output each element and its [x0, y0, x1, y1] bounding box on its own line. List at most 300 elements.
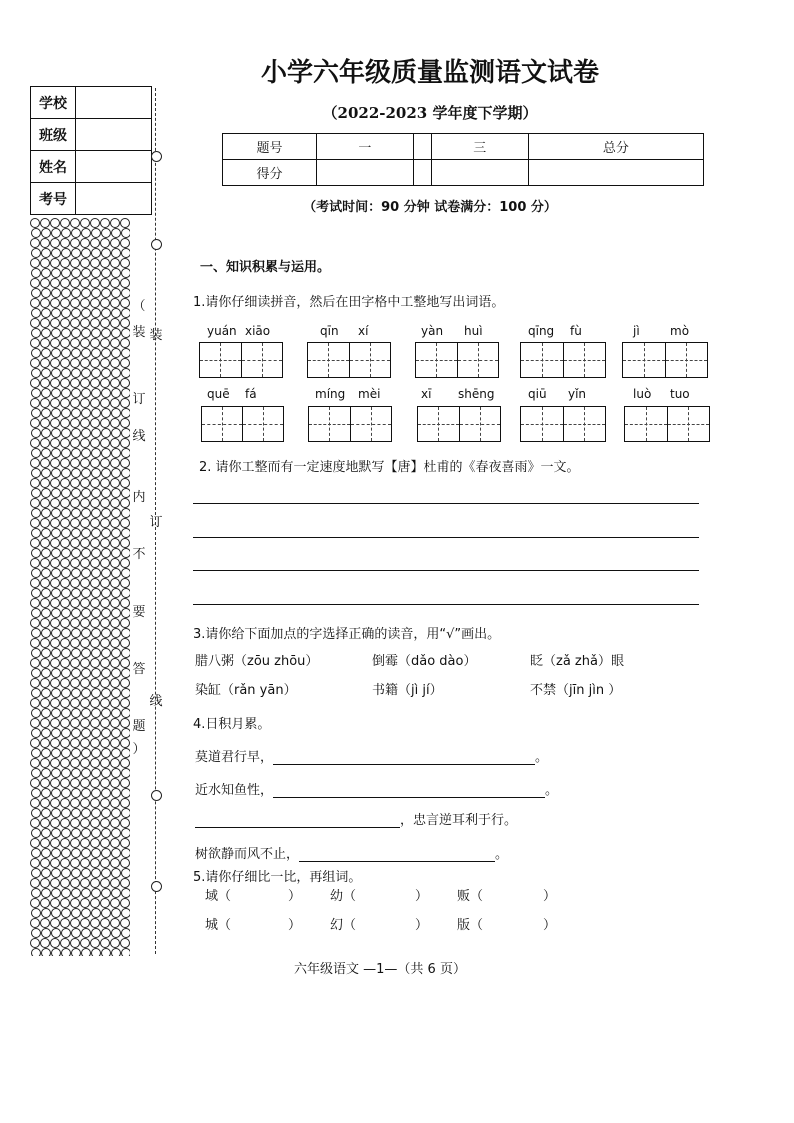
- answer-bubble: [61, 228, 71, 238]
- answer-bubble: [40, 318, 50, 328]
- answer-bubble: [110, 698, 120, 708]
- answer-bubble: [40, 438, 50, 448]
- score-input-cell[interactable]: [431, 160, 528, 186]
- pinyin: huì: [464, 324, 483, 338]
- word-compare-item[interactable]: ）: [415, 889, 429, 904]
- answer-bubble: [110, 818, 120, 828]
- answer-bubble: [90, 878, 100, 888]
- answer-bubble: [100, 938, 110, 948]
- score-header-cell: [413, 134, 431, 160]
- answer-bubble: [90, 938, 100, 948]
- answer-bubble: [60, 358, 70, 368]
- answer-bubble: [31, 808, 41, 818]
- blank-line[interactable]: [195, 827, 400, 828]
- score-header-cell: 总分: [528, 134, 703, 160]
- binding-char: 要: [132, 605, 146, 620]
- answer-bubble: [120, 638, 130, 648]
- answer-bubble: [30, 498, 40, 508]
- answer-bubble: [90, 258, 100, 268]
- answer-bubble: [80, 798, 90, 808]
- answer-bubble: [70, 818, 80, 828]
- answer-bubble: [50, 798, 60, 808]
- pinyin: mò: [670, 324, 690, 338]
- poem-line: [195, 809, 517, 828]
- answer-bubble: [121, 588, 130, 598]
- word-compare-item[interactable]: ）: [288, 918, 302, 933]
- answer-bubble: [111, 708, 121, 718]
- answer-bubble: [60, 778, 70, 788]
- answer-bubble: [101, 948, 111, 956]
- answer-bubble: [91, 728, 101, 738]
- answer-bubble: [60, 718, 70, 728]
- answer-bubble: [50, 398, 60, 408]
- answer-bubble: [31, 888, 41, 898]
- word-compare-item[interactable]: ）: [288, 889, 302, 904]
- page-footer: 六年级语文 —1—（共 6 页）: [294, 962, 466, 977]
- answer-bubble: [81, 568, 91, 578]
- answer-bubble: [60, 478, 70, 488]
- answer-bubble: [31, 788, 41, 798]
- pinyin: fá: [245, 387, 257, 401]
- answer-bubble: [81, 808, 91, 818]
- answer-bubble: [100, 258, 110, 268]
- word-compare-item[interactable]: ）: [543, 889, 557, 904]
- answer-bubble: [40, 258, 50, 268]
- answer-bubble: [30, 858, 40, 868]
- answer-bubble: [121, 868, 130, 878]
- answer-bubble: [51, 848, 61, 858]
- answer-bubble: [91, 548, 101, 558]
- pinyin: qiū: [528, 387, 547, 401]
- answer-bubble: [51, 728, 61, 738]
- tianzige-box[interactable]: [624, 406, 710, 442]
- answer-bubble: [61, 648, 71, 658]
- answer-bubble: [110, 258, 120, 268]
- answer-bubble: [51, 428, 61, 438]
- pronunciation-item[interactable]: 眨（zǎ zhǎ）眼: [530, 654, 624, 669]
- blank-line[interactable]: [299, 861, 495, 862]
- answer-bubble: [81, 908, 91, 918]
- answer-bubble: [70, 278, 80, 288]
- answer-bubble: [100, 518, 110, 528]
- answer-bubble: [50, 338, 60, 348]
- answer-bubble: [51, 348, 61, 358]
- answer-bubble: [71, 828, 81, 838]
- writing-line[interactable]: [193, 570, 699, 571]
- answer-bubble: [101, 248, 111, 258]
- tianzige-box[interactable]: [520, 406, 606, 442]
- answer-bubble: [111, 688, 121, 698]
- answer-bubble: [71, 668, 81, 678]
- answer-bubble: [121, 528, 130, 538]
- answer-bubble: [71, 728, 81, 738]
- answer-bubble: [120, 318, 130, 328]
- answer-bubble: [90, 398, 100, 408]
- answer-bubble: [111, 248, 121, 258]
- answer-bubble: [90, 498, 100, 508]
- word-compare-item[interactable]: ）: [415, 918, 429, 933]
- word-compare-item: 贩（: [457, 889, 484, 904]
- answer-bubble: [120, 598, 130, 608]
- answer-bubble: [120, 338, 130, 348]
- answer-bubble: [121, 948, 130, 956]
- answer-bubble: [70, 578, 80, 588]
- answer-bubble: [121, 788, 130, 798]
- answer-bubble: [30, 378, 40, 388]
- answer-bubble: [70, 738, 80, 748]
- answer-bubble: [91, 568, 101, 578]
- answer-bubble: [71, 428, 81, 438]
- answer-bubble: [81, 928, 91, 938]
- answer-bubble: [120, 698, 130, 708]
- answer-bubble: [30, 278, 40, 288]
- answer-bubble: [41, 688, 51, 698]
- answer-bubble: [71, 268, 81, 278]
- answer-bubble: [111, 528, 121, 538]
- answer-bubble: [80, 518, 90, 528]
- answer-bubble: [71, 708, 81, 718]
- answer-bubble: [110, 338, 120, 348]
- pinyin: mèi: [358, 387, 381, 401]
- answer-bubble: [101, 668, 111, 678]
- poem-text: 树欲静而风不止，: [195, 847, 300, 862]
- answer-bubble: [31, 248, 41, 258]
- answer-bubble: [70, 558, 80, 568]
- answer-bubble: [60, 758, 70, 768]
- answer-bubble: [120, 818, 130, 828]
- answer-bubble: [120, 798, 130, 808]
- answer-bubble: [101, 688, 111, 698]
- answer-bubble: [61, 248, 71, 258]
- answer-bubble: [81, 708, 91, 718]
- answer-bubble: [50, 658, 60, 668]
- tianzige-box[interactable]: [308, 406, 392, 442]
- answer-bubble: [120, 578, 130, 588]
- answer-bubble: [101, 508, 111, 518]
- answer-bubble: [121, 848, 130, 858]
- answer-bubble: [60, 378, 70, 388]
- answer-bubble: [110, 778, 120, 788]
- pronunciation-item[interactable]: 腊八粥（zōu zhōu）: [195, 654, 319, 669]
- blank-line[interactable]: [273, 764, 535, 765]
- answer-bubble: [80, 678, 90, 688]
- answer-bubble: [81, 868, 91, 878]
- answer-bubble: [60, 438, 70, 448]
- answer-bubble: [70, 758, 80, 768]
- answer-bubble: [101, 788, 111, 798]
- writing-line[interactable]: [193, 537, 699, 538]
- answer-bubble: [60, 658, 70, 668]
- answer-bubble: [41, 888, 51, 898]
- exam-info: （考试时间：90 分钟 试卷满分：100 分）: [303, 200, 557, 215]
- binding-char: 线: [132, 429, 146, 444]
- answer-bubble: [100, 498, 110, 508]
- answer-bubble: [60, 678, 70, 688]
- answer-bubble: [40, 898, 50, 908]
- answer-bubble: [71, 908, 81, 918]
- pinyin: míng: [315, 387, 346, 401]
- answer-bubble: [91, 888, 101, 898]
- answer-bubble: [90, 678, 100, 688]
- answer-bubble: [50, 478, 60, 488]
- answer-bubble: [100, 898, 110, 908]
- answer-bubble: [70, 618, 80, 628]
- answer-bubble: [120, 418, 130, 428]
- answer-bubble: [50, 898, 60, 908]
- answer-bubble: [80, 418, 90, 428]
- answer-bubble: [50, 278, 60, 288]
- answer-bubble: [110, 218, 120, 228]
- answer-bubble: [50, 458, 60, 468]
- answer-bubble: [80, 278, 90, 288]
- answer-bubble: [101, 348, 111, 358]
- answer-bubble: [91, 488, 101, 498]
- answer-bubble: [60, 598, 70, 608]
- answer-bubble: [81, 728, 91, 738]
- poem-text: ，忠言逆耳利于行。: [400, 813, 518, 828]
- answer-bubble: [71, 848, 81, 858]
- answer-bubble: [101, 608, 111, 618]
- answer-bubble: [40, 658, 50, 668]
- pronunciation-item[interactable]: 书籍（jì jí）: [372, 683, 443, 698]
- answer-bubble: [70, 878, 80, 888]
- answer-bubble: [81, 288, 91, 298]
- answer-bubble: [110, 618, 120, 628]
- answer-bubble: [50, 378, 60, 388]
- answer-bubble: [71, 888, 81, 898]
- answer-bubble: [111, 828, 121, 838]
- answer-bubble: [101, 548, 111, 558]
- answer-bubble: [41, 488, 51, 498]
- answer-bubble: [61, 508, 71, 518]
- answer-bubble: [120, 658, 130, 668]
- name-field[interactable]: [76, 151, 151, 182]
- answer-bubble: [110, 758, 120, 768]
- poem-line: [195, 843, 508, 862]
- answer-bubble: [50, 298, 60, 308]
- answer-bubble: [40, 938, 50, 948]
- answer-bubble: [91, 708, 101, 718]
- answer-bubble: [90, 518, 100, 528]
- answer-bubble: [80, 838, 90, 848]
- class-field[interactable]: [76, 119, 151, 150]
- tianzige-box[interactable]: [417, 406, 501, 442]
- answer-bubble: [60, 618, 70, 628]
- answer-bubble: [81, 628, 91, 638]
- answer-bubble: [70, 398, 80, 408]
- answer-bubble: [90, 558, 100, 568]
- word-compare-item[interactable]: ）: [543, 918, 557, 933]
- answer-bubble: [71, 348, 81, 358]
- answer-bubble: [101, 928, 111, 938]
- answer-bubble: [40, 878, 50, 888]
- blank-line[interactable]: [273, 797, 545, 798]
- answer-bubble: [100, 218, 110, 228]
- answer-bubble: [100, 358, 110, 368]
- answer-bubble: [31, 268, 41, 278]
- answer-bubble: [110, 738, 120, 748]
- answer-bubble: [90, 618, 100, 628]
- answer-bubble: [111, 768, 121, 778]
- answer-bubble: [91, 648, 101, 658]
- answer-bubble: [51, 888, 61, 898]
- answer-bubble: [90, 218, 100, 228]
- answer-bubble: [50, 818, 60, 828]
- answer-bubble: [91, 688, 101, 698]
- tianzige-box[interactable]: [415, 342, 499, 378]
- tianzige-box[interactable]: [520, 342, 606, 378]
- answer-bubble: [81, 608, 91, 618]
- pronunciation-item[interactable]: 染缸（rǎn yān）: [195, 683, 297, 698]
- answer-bubble: [90, 658, 100, 668]
- answer-bubble: [41, 408, 51, 418]
- answer-bubble: [71, 228, 81, 238]
- answer-bubble: [90, 758, 100, 768]
- answer-bubble: [111, 908, 121, 918]
- pinyin: yàn: [421, 324, 444, 338]
- pronunciation-item[interactable]: 不禁（jīn jìn ）: [530, 683, 622, 698]
- answer-bubble: [50, 318, 60, 328]
- answer-bubble: [51, 708, 61, 718]
- pinyin: qīng: [528, 324, 555, 338]
- answer-bubble: [61, 548, 71, 558]
- answer-bubble: [30, 418, 40, 428]
- answer-bubble: [120, 498, 130, 508]
- answer-bubble: [60, 878, 70, 888]
- answer-bubble: [101, 328, 111, 338]
- answer-bubble: [80, 318, 90, 328]
- answer-bubble: [51, 268, 61, 278]
- answer-bubble: [71, 608, 81, 618]
- answer-bubble: [50, 618, 60, 628]
- answer-bubble: [60, 558, 70, 568]
- answer-bubble: [91, 288, 101, 298]
- answer-bubble: [41, 248, 51, 258]
- answer-bubble: [30, 818, 40, 828]
- score-input-cell[interactable]: [413, 160, 431, 186]
- answer-bubble: [90, 598, 100, 608]
- answer-bubble: [61, 448, 71, 458]
- answer-bubble: [101, 368, 111, 378]
- answer-bubble: [111, 948, 121, 956]
- tianzige-box[interactable]: [307, 342, 391, 378]
- answer-bubble: [120, 358, 130, 368]
- answer-bubble: [50, 878, 60, 888]
- answer-bubble: [40, 718, 50, 728]
- word-compare-item: 城（: [205, 918, 232, 933]
- answer-bubble: [41, 588, 51, 598]
- answer-bubble: [50, 358, 60, 368]
- answer-bubble: [70, 218, 80, 228]
- score-input-cell[interactable]: [317, 160, 414, 186]
- answer-bubble: [100, 658, 110, 668]
- answer-bubble: [30, 598, 40, 608]
- answer-bubble: [30, 618, 40, 628]
- answer-bubble: [60, 398, 70, 408]
- answer-bubble: [70, 338, 80, 348]
- pronunciation-item[interactable]: 倒霉（dǎo dào）: [372, 654, 477, 669]
- answer-bubble: [110, 938, 120, 948]
- answer-bubble: [70, 258, 80, 268]
- answer-bubble: [81, 408, 91, 418]
- poem-line: [195, 779, 558, 798]
- answer-bubble: [41, 368, 51, 378]
- answer-bubble: [71, 508, 81, 518]
- answer-bubble: [31, 868, 41, 878]
- answer-bubble: [41, 648, 51, 658]
- answer-bubble: [51, 508, 61, 518]
- writing-line[interactable]: [193, 604, 699, 605]
- answer-bubble: [70, 778, 80, 788]
- tianzige-box[interactable]: [199, 342, 283, 378]
- answer-bubble: [30, 438, 40, 448]
- answer-bubble: [31, 848, 41, 858]
- answer-bubble: [31, 548, 41, 558]
- answer-bubble: [80, 598, 90, 608]
- answer-bubble: [100, 618, 110, 628]
- answer-bubble: [100, 878, 110, 888]
- answer-bubble: [111, 368, 121, 378]
- answer-bubble: [60, 318, 70, 328]
- pinyin: jì: [633, 324, 640, 338]
- answer-bubble: [81, 948, 91, 956]
- answer-bubble: [31, 448, 41, 458]
- answer-bubble: [120, 738, 130, 748]
- answer-bubble: [30, 318, 40, 328]
- answer-bubble: [51, 448, 61, 458]
- binding-char: 订: [149, 515, 163, 530]
- answer-bubble: [40, 918, 50, 928]
- tianzige-box[interactable]: [201, 406, 284, 442]
- answer-bubble: [110, 718, 120, 728]
- answer-bubble: [91, 508, 101, 518]
- exam-number-field[interactable]: [76, 183, 151, 214]
- tianzige-box[interactable]: [622, 342, 708, 378]
- answer-bubble: [30, 358, 40, 368]
- answer-bubble: [111, 668, 121, 678]
- answer-bubble: [41, 828, 51, 838]
- binding-char: 内: [132, 490, 146, 505]
- answer-bubble: [110, 378, 120, 388]
- answer-bubble: [120, 278, 130, 288]
- answer-bubble: [41, 608, 51, 618]
- answer-bubble: [60, 338, 70, 348]
- answer-bubble: [110, 678, 120, 688]
- answer-bubble: [100, 418, 110, 428]
- answer-bubble: [70, 798, 80, 808]
- answer-bubble: [41, 468, 51, 478]
- binding-circle-icon: [151, 239, 162, 250]
- answer-bubble: [30, 778, 40, 788]
- answer-bubble: [111, 748, 121, 758]
- school-field[interactable]: [76, 87, 151, 118]
- answer-bubble: [91, 768, 101, 778]
- answer-bubble: [31, 908, 41, 918]
- writing-line[interactable]: [193, 503, 699, 504]
- answer-bubble: [80, 618, 90, 628]
- answer-bubble: [91, 228, 101, 238]
- pinyin: luò: [633, 387, 652, 401]
- answer-bubble: [81, 448, 91, 458]
- pinyin: fù: [570, 324, 582, 338]
- answer-bubble: [31, 488, 41, 498]
- answer-bubble: [91, 528, 101, 538]
- answer-bubble: [80, 458, 90, 468]
- answer-bubble: [110, 878, 120, 888]
- score-input-cell[interactable]: [528, 160, 703, 186]
- answer-bubble: [100, 858, 110, 868]
- answer-bubble: [80, 638, 90, 648]
